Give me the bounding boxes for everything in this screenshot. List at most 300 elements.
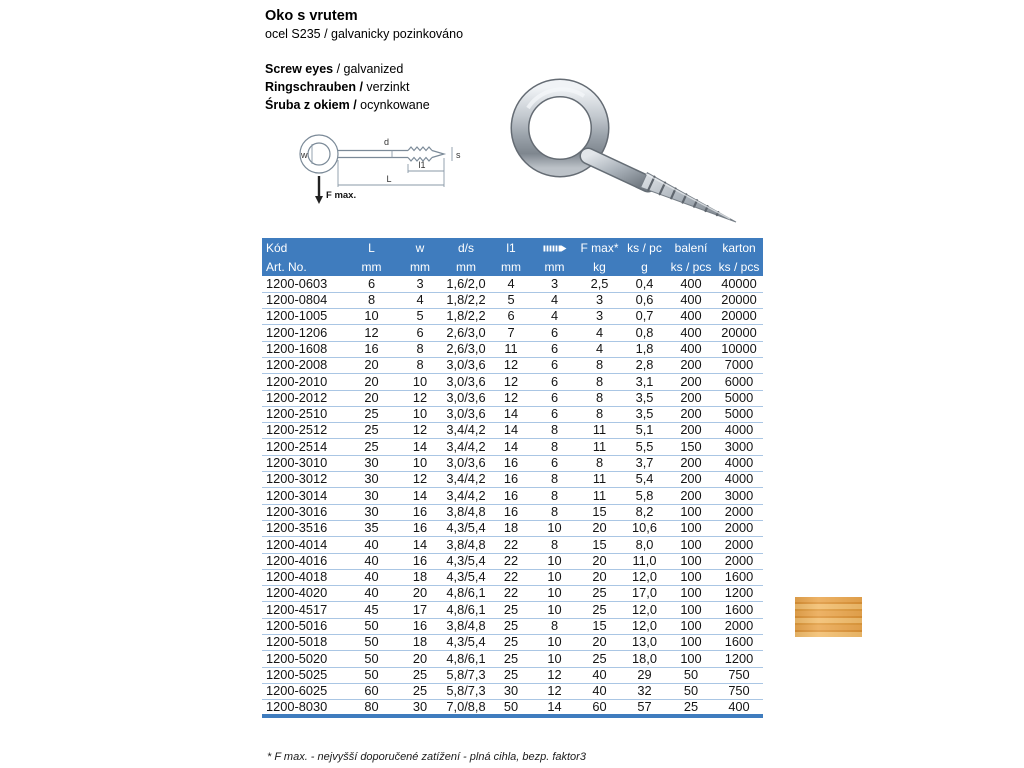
cell-ds: 3,4/4,2 xyxy=(442,423,490,439)
cell-l1: 25 xyxy=(490,618,532,634)
cell-w: 14 xyxy=(398,439,442,455)
col-header-ds: d/s xyxy=(442,238,490,257)
cell-fmax: 20 xyxy=(577,553,622,569)
cell-L: 25 xyxy=(345,439,398,455)
cell-ds: 1,6/2,0 xyxy=(442,276,490,292)
cell-plug: 6 xyxy=(532,374,577,390)
cell-weight: 8,0 xyxy=(622,537,667,553)
cell-baleni: 400 xyxy=(667,292,715,308)
cell-baleni: 100 xyxy=(667,618,715,634)
cell-L: 16 xyxy=(345,341,398,357)
cell-l1: 12 xyxy=(490,374,532,390)
cell-kod: 1200-2008 xyxy=(262,357,345,373)
cell-fmax: 8 xyxy=(577,455,622,471)
cell-plug: 8 xyxy=(532,439,577,455)
cell-fmax: 60 xyxy=(577,700,622,716)
cell-fmax: 4 xyxy=(577,325,622,341)
fmax-arrow xyxy=(315,176,323,204)
cell-l1: 16 xyxy=(490,455,532,471)
cell-baleni: 200 xyxy=(667,390,715,406)
cell-w: 17 xyxy=(398,602,442,618)
cell-l1: 5 xyxy=(490,292,532,308)
cell-baleni: 400 xyxy=(667,309,715,325)
cell-ds: 3,4/4,2 xyxy=(442,439,490,455)
cell-plug: 10 xyxy=(532,602,577,618)
cell-l1: 25 xyxy=(490,651,532,667)
cell-weight: 32 xyxy=(622,683,667,699)
cell-w: 30 xyxy=(398,700,442,716)
cell-plug: 10 xyxy=(532,569,577,585)
cell-weight: 3,7 xyxy=(622,455,667,471)
dim-label-fmax: F max. xyxy=(326,190,357,201)
cell-karton: 6000 xyxy=(715,374,763,390)
cell-l1: 25 xyxy=(490,635,532,651)
cell-ds: 5,8/7,3 xyxy=(442,667,490,683)
cell-baleni: 150 xyxy=(667,439,715,455)
cell-l1: 22 xyxy=(490,569,532,585)
cell-w: 20 xyxy=(398,651,442,667)
col-header-baleni: balení xyxy=(667,238,715,257)
cell-weight: 5,4 xyxy=(622,472,667,488)
dim-label-l1: l1 xyxy=(418,160,426,170)
cell-weight: 18,0 xyxy=(622,651,667,667)
cell-l1: 22 xyxy=(490,537,532,553)
cell-L: 40 xyxy=(345,537,398,553)
cell-fmax: 3 xyxy=(577,292,622,308)
cell-fmax: 8 xyxy=(577,390,622,406)
cell-plug: 8 xyxy=(532,488,577,504)
cell-baleni: 400 xyxy=(667,325,715,341)
cell-l1: 4 xyxy=(490,276,532,292)
table-row xyxy=(262,390,763,406)
cell-w: 25 xyxy=(398,683,442,699)
cell-ds: 1,8/2,2 xyxy=(442,292,490,308)
cell-l1: 12 xyxy=(490,357,532,373)
cell-l1: 12 xyxy=(490,390,532,406)
cell-ds: 4,8/6,1 xyxy=(442,586,490,602)
col-unit-l1: mm xyxy=(490,257,532,276)
cell-weight: 1,8 xyxy=(622,341,667,357)
cell-fmax: 4 xyxy=(577,341,622,357)
cell-L: 30 xyxy=(345,472,398,488)
table-row xyxy=(262,439,763,455)
cell-plug: 12 xyxy=(532,667,577,683)
cell-kod: 1200-4016 xyxy=(262,553,345,569)
cell-karton: 7000 xyxy=(715,357,763,373)
cell-ds: 4,3/5,4 xyxy=(442,520,490,536)
cell-plug: 8 xyxy=(532,618,577,634)
cell-ds: 3,0/3,6 xyxy=(442,374,490,390)
cell-weight: 3,5 xyxy=(622,406,667,422)
cell-ds: 4,3/5,4 xyxy=(442,569,490,585)
cell-fmax: 11 xyxy=(577,472,622,488)
cell-L: 25 xyxy=(345,423,398,439)
cell-ds: 2,6/3,0 xyxy=(442,341,490,357)
cell-fmax: 40 xyxy=(577,683,622,699)
cell-weight: 8,2 xyxy=(622,504,667,520)
table-row xyxy=(262,309,763,325)
cell-karton: 20000 xyxy=(715,309,763,325)
cell-plug: 14 xyxy=(532,700,577,716)
cell-baleni: 200 xyxy=(667,455,715,471)
cell-plug: 6 xyxy=(532,341,577,357)
cell-kod: 1200-1005 xyxy=(262,309,345,325)
cell-L: 20 xyxy=(345,390,398,406)
cell-fmax: 20 xyxy=(577,569,622,585)
cell-plug: 6 xyxy=(532,406,577,422)
cell-baleni: 100 xyxy=(667,520,715,536)
cell-w: 18 xyxy=(398,635,442,651)
table-row xyxy=(262,292,763,308)
col-header-w: w xyxy=(398,238,442,257)
cell-baleni: 100 xyxy=(667,586,715,602)
col-header-kod: Kód xyxy=(262,238,345,257)
cell-ds: 7,0/8,8 xyxy=(442,700,490,716)
cell-plug: 4 xyxy=(532,309,577,325)
cell-baleni: 100 xyxy=(667,537,715,553)
col-unit-weight: g xyxy=(622,257,667,276)
cell-ds: 3,8/4,8 xyxy=(442,537,490,553)
cell-l1: 11 xyxy=(490,341,532,357)
cell-l1: 25 xyxy=(490,667,532,683)
cell-w: 10 xyxy=(398,374,442,390)
cell-L: 50 xyxy=(345,651,398,667)
cell-karton: 5000 xyxy=(715,406,763,422)
cell-l1: 6 xyxy=(490,309,532,325)
col-unit-plug: mm xyxy=(532,257,577,276)
cell-karton: 400 xyxy=(715,700,763,716)
footnote: * F max. - nejvyšší doporučené zatížení - plná cihla, bezp. faktor3 xyxy=(267,751,586,763)
translation-block xyxy=(265,60,430,114)
cell-karton: 4000 xyxy=(715,423,763,439)
cell-baleni: 200 xyxy=(667,488,715,504)
cell-fmax: 20 xyxy=(577,520,622,536)
table-row xyxy=(262,667,763,683)
cell-ds: 3,4/4,2 xyxy=(442,488,490,504)
cell-fmax: 11 xyxy=(577,423,622,439)
cell-w: 12 xyxy=(398,390,442,406)
cell-karton: 1600 xyxy=(715,635,763,651)
cell-karton: 1200 xyxy=(715,651,763,667)
product-photo xyxy=(486,74,776,241)
cell-karton: 2000 xyxy=(715,537,763,553)
table-row xyxy=(262,537,763,553)
cell-plug: 8 xyxy=(532,423,577,439)
col-unit-fmax: kg xyxy=(577,257,622,276)
cell-w: 10 xyxy=(398,406,442,422)
cell-ds: 4,8/6,1 xyxy=(442,602,490,618)
cell-ds: 3,8/4,8 xyxy=(442,504,490,520)
cell-karton: 2000 xyxy=(715,618,763,634)
cell-kod: 1200-5020 xyxy=(262,651,345,667)
cell-weight: 10,6 xyxy=(622,520,667,536)
translation-line: Screw eyes / galvanized xyxy=(265,62,404,76)
cell-baleni: 400 xyxy=(667,341,715,357)
cell-karton: 5000 xyxy=(715,390,763,406)
cell-kod: 1200-5016 xyxy=(262,618,345,634)
col-header-karton: karton xyxy=(715,238,763,257)
cell-kod: 1200-2510 xyxy=(262,406,345,422)
cell-l1: 16 xyxy=(490,488,532,504)
cell-kod: 1200-0603 xyxy=(262,276,345,292)
cell-fmax: 8 xyxy=(577,357,622,373)
cell-weight: 17,0 xyxy=(622,586,667,602)
cell-w: 6 xyxy=(398,325,442,341)
cell-kod: 1200-3516 xyxy=(262,520,345,536)
cell-fmax: 25 xyxy=(577,586,622,602)
cell-w: 10 xyxy=(398,455,442,471)
cell-ds: 4,8/6,1 xyxy=(442,651,490,667)
cell-L: 25 xyxy=(345,406,398,422)
table-row xyxy=(262,635,763,651)
cell-l1: 18 xyxy=(490,520,532,536)
cell-l1: 16 xyxy=(490,504,532,520)
table-row xyxy=(262,472,763,488)
cell-karton: 750 xyxy=(715,683,763,699)
col-unit-w: mm xyxy=(398,257,442,276)
cell-baleni: 100 xyxy=(667,602,715,618)
cell-karton: 20000 xyxy=(715,325,763,341)
cell-w: 16 xyxy=(398,618,442,634)
cell-fmax: 8 xyxy=(577,406,622,422)
cell-w: 8 xyxy=(398,357,442,373)
col-header-l1: l1 xyxy=(490,238,532,257)
cell-karton: 4000 xyxy=(715,472,763,488)
cell-plug: 10 xyxy=(532,553,577,569)
cell-kod: 1200-4014 xyxy=(262,537,345,553)
cell-weight: 0,4 xyxy=(622,276,667,292)
cell-karton: 2000 xyxy=(715,520,763,536)
cell-karton: 2000 xyxy=(715,553,763,569)
cell-ds: 3,0/3,6 xyxy=(442,390,490,406)
table-row xyxy=(262,651,763,667)
cell-L: 30 xyxy=(345,455,398,471)
col-unit-baleni: ks / pcs xyxy=(667,257,715,276)
table-row xyxy=(262,618,763,634)
table-row xyxy=(262,423,763,439)
cell-kod: 1200-5025 xyxy=(262,667,345,683)
cell-baleni: 50 xyxy=(667,683,715,699)
cell-w: 20 xyxy=(398,586,442,602)
cell-kod: 1200-3014 xyxy=(262,488,345,504)
table-row xyxy=(262,488,763,504)
cell-weight: 0,8 xyxy=(622,325,667,341)
cell-l1: 16 xyxy=(490,472,532,488)
table-row xyxy=(262,602,763,618)
col-unit-kod: Art. No. xyxy=(262,257,345,276)
cell-L: 60 xyxy=(345,683,398,699)
cell-l1: 50 xyxy=(490,700,532,716)
cell-karton: 20000 xyxy=(715,292,763,308)
cell-fmax: 11 xyxy=(577,488,622,504)
cell-L: 8 xyxy=(345,292,398,308)
col-header-fmax: F max* xyxy=(577,238,622,257)
cell-ds: 5,8/7,3 xyxy=(442,683,490,699)
cell-baleni: 50 xyxy=(667,667,715,683)
cell-plug: 8 xyxy=(532,537,577,553)
cell-kod: 1200-3010 xyxy=(262,455,345,471)
dim-label-w: w xyxy=(301,150,308,160)
cell-weight: 3,5 xyxy=(622,390,667,406)
wood-sample-swatch xyxy=(795,597,862,637)
cell-weight: 5,5 xyxy=(622,439,667,455)
cell-ds: 3,8/4,8 xyxy=(442,618,490,634)
cell-plug: 8 xyxy=(532,472,577,488)
cell-L: 6 xyxy=(345,276,398,292)
cell-L: 20 xyxy=(345,357,398,373)
cell-fmax: 11 xyxy=(577,439,622,455)
table-header-row-2 xyxy=(262,257,763,276)
cell-ds: 3,0/3,6 xyxy=(442,357,490,373)
cell-plug: 10 xyxy=(532,520,577,536)
table-row xyxy=(262,455,763,471)
cell-L: 40 xyxy=(345,569,398,585)
cell-baleni: 100 xyxy=(667,504,715,520)
table-row xyxy=(262,700,763,716)
cell-plug: 6 xyxy=(532,357,577,373)
cell-karton: 1600 xyxy=(715,602,763,618)
dim-label-s: s xyxy=(456,150,461,160)
cell-plug: 6 xyxy=(532,455,577,471)
cell-L: 10 xyxy=(345,309,398,325)
technical-drawing xyxy=(286,114,478,225)
cell-baleni: 400 xyxy=(667,276,715,292)
cell-weight: 57 xyxy=(622,700,667,716)
cell-w: 4 xyxy=(398,292,442,308)
table-row xyxy=(262,276,763,292)
cell-fmax: 15 xyxy=(577,537,622,553)
cell-karton: 40000 xyxy=(715,276,763,292)
cell-L: 50 xyxy=(345,667,398,683)
cell-plug: 4 xyxy=(532,292,577,308)
cell-L: 12 xyxy=(345,325,398,341)
cell-plug: 10 xyxy=(532,586,577,602)
cell-baleni: 200 xyxy=(667,423,715,439)
cell-kod: 1200-2514 xyxy=(262,439,345,455)
cell-fmax: 15 xyxy=(577,504,622,520)
cell-fmax: 8 xyxy=(577,374,622,390)
dim-label-d: d xyxy=(384,137,390,147)
cell-L: 80 xyxy=(345,700,398,716)
cell-kod: 1200-1608 xyxy=(262,341,345,357)
translation-line: Ringschrauben / verzinkt xyxy=(265,80,410,94)
cell-baleni: 100 xyxy=(667,569,715,585)
wall-plug-icon xyxy=(532,238,577,257)
cell-L: 45 xyxy=(345,602,398,618)
cell-karton: 750 xyxy=(715,667,763,683)
cell-weight: 3,1 xyxy=(622,374,667,390)
cell-kod: 1200-6025 xyxy=(262,683,345,699)
col-header-weight: ks / pc xyxy=(622,238,667,257)
cell-baleni: 100 xyxy=(667,553,715,569)
cell-ds: 3,4/4,2 xyxy=(442,472,490,488)
cell-kod: 1200-1206 xyxy=(262,325,345,341)
cell-karton: 1200 xyxy=(715,586,763,602)
cell-weight: 5,1 xyxy=(622,423,667,439)
cell-baleni: 200 xyxy=(667,472,715,488)
cell-weight: 11,0 xyxy=(622,553,667,569)
table-row xyxy=(262,553,763,569)
cell-baleni: 100 xyxy=(667,651,715,667)
cell-weight: 12,0 xyxy=(622,618,667,634)
cell-w: 14 xyxy=(398,537,442,553)
table-row xyxy=(262,504,763,520)
cell-plug: 6 xyxy=(532,390,577,406)
cell-l1: 14 xyxy=(490,406,532,422)
cell-fmax: 25 xyxy=(577,602,622,618)
table-row xyxy=(262,325,763,341)
cell-kod: 1200-5018 xyxy=(262,635,345,651)
cell-l1: 22 xyxy=(490,586,532,602)
table-row xyxy=(262,586,763,602)
cell-fmax: 25 xyxy=(577,651,622,667)
cell-weight: 13,0 xyxy=(622,635,667,651)
cell-weight: 12,0 xyxy=(622,602,667,618)
cell-L: 50 xyxy=(345,635,398,651)
col-unit-ds: mm xyxy=(442,257,490,276)
cell-weight: 29 xyxy=(622,667,667,683)
cell-fmax: 3 xyxy=(577,309,622,325)
cell-weight: 0,6 xyxy=(622,292,667,308)
cell-L: 35 xyxy=(345,520,398,536)
cell-karton: 3000 xyxy=(715,439,763,455)
cell-baleni: 200 xyxy=(667,374,715,390)
col-unit-L: mm xyxy=(345,257,398,276)
cell-weight: 5,8 xyxy=(622,488,667,504)
cell-w: 12 xyxy=(398,472,442,488)
cell-w: 5 xyxy=(398,309,442,325)
cell-L: 40 xyxy=(345,553,398,569)
cell-karton: 3000 xyxy=(715,488,763,504)
cell-kod: 1200-0804 xyxy=(262,292,345,308)
spec-table xyxy=(262,238,763,718)
page-subtitle: ocel S235 / galvanicky pozinkováno xyxy=(265,27,464,41)
table-row xyxy=(262,357,763,373)
cell-fmax: 20 xyxy=(577,635,622,651)
cell-kod: 1200-8030 xyxy=(262,700,345,716)
cell-weight: 12,0 xyxy=(622,569,667,585)
cell-ds: 4,3/5,4 xyxy=(442,635,490,651)
cell-ds: 1,8/2,2 xyxy=(442,309,490,325)
page-title: Oko s vrutem xyxy=(265,8,358,24)
cell-weight: 2,8 xyxy=(622,357,667,373)
cell-w: 16 xyxy=(398,504,442,520)
cell-kod: 1200-3016 xyxy=(262,504,345,520)
cell-l1: 30 xyxy=(490,683,532,699)
cell-w: 14 xyxy=(398,488,442,504)
cell-karton: 1600 xyxy=(715,569,763,585)
cell-L: 30 xyxy=(345,488,398,504)
cell-fmax: 40 xyxy=(577,667,622,683)
cell-w: 18 xyxy=(398,569,442,585)
col-header-L: L xyxy=(345,238,398,257)
cell-ds: 3,0/3,6 xyxy=(442,406,490,422)
translation-line: Śruba z okiem / ocynkowane xyxy=(265,98,430,112)
cell-plug: 6 xyxy=(532,325,577,341)
cell-kod: 1200-2512 xyxy=(262,423,345,439)
cell-baleni: 25 xyxy=(667,700,715,716)
cell-l1: 7 xyxy=(490,325,532,341)
cell-baleni: 200 xyxy=(667,406,715,422)
cell-l1: 25 xyxy=(490,602,532,618)
cell-w: 25 xyxy=(398,667,442,683)
cell-w: 3 xyxy=(398,276,442,292)
table-row xyxy=(262,569,763,585)
table-row xyxy=(262,683,763,699)
cell-L: 30 xyxy=(345,504,398,520)
cell-fmax: 15 xyxy=(577,618,622,634)
cell-w: 12 xyxy=(398,423,442,439)
